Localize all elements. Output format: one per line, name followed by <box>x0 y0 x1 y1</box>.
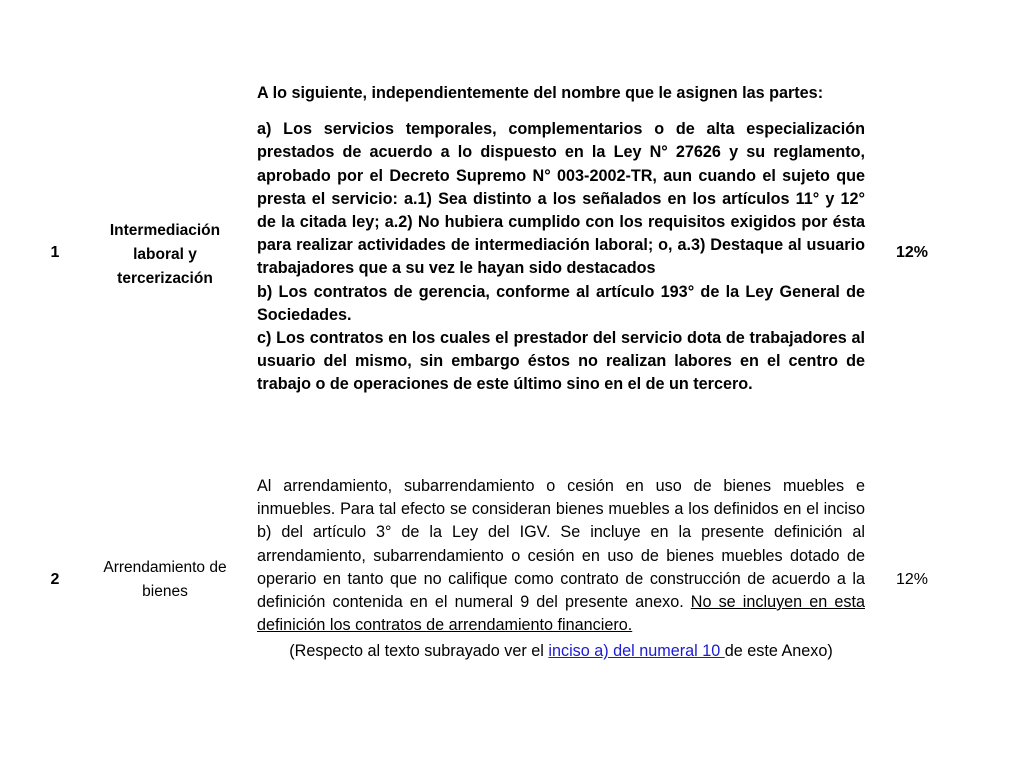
row-1-intro: A lo siguiente, independientemente del nombre que le asignen las partes: <box>257 84 824 102</box>
row-1-item-a: a) Los servicios temporales, complementarios o de alta especialización prestados de acuerdo a lo dispuesto en la Ley N° 27626 y su reglamento, aprobado por el Decreto Supremo N° 003-2002-TR, aun cuando el sujeto que presta el servicio: a.1) Sea distinto a los señalados en los artículos 11° y 12° de la citada ley; a.2) No hubiera cumplido con los requisitos exigidos por ésta para realizar actividades de intermediación laboral; o, a.3) Destaque al usuario trabajadores que a su vez le hayan sido destacados <box>257 120 865 278</box>
row-1-description <box>257 82 865 397</box>
note-link[interactable]: inciso a) del numeral 10 <box>548 642 725 660</box>
row-2-underlined-text: No se incluyen en esta definición los contratos de arrendamiento financiero. <box>257 593 865 635</box>
row-2-concept: Arrendamiento de bienes <box>103 559 227 600</box>
row-2-rate: 12% <box>895 571 929 588</box>
row-1-concept: Intermediación laboral y tercerización <box>109 222 221 287</box>
note-prefix: (Respecto al texto subrayado ver el <box>289 642 549 660</box>
note-suffix: de este Anexo) <box>724 642 833 660</box>
row-2-number: 2 <box>50 571 60 588</box>
row-1-item-c: c) Los contratos en los cuales el prestador del servicio dota de trabajadores al usuario del mismo, sin embargo éstos no realizan labores en el centro de trabajo o de operaciones de este último sino en el de un tercero. <box>257 329 865 394</box>
row-1-number: 1 <box>50 244 60 261</box>
row-2-note <box>257 640 865 663</box>
row-1-item-b: b) Los contratos de gerencia, conforme al artículo 193° de la Ley General de Sociedades. <box>257 282 865 324</box>
row-1-rate: 12% <box>895 244 929 261</box>
row-2-body: Al arrendamiento, subarrendamiento o cesión en uso de bienes muebles e inmuebles. Para tal efecto se consideran bienes muebles a los definidos en el inciso b) del artículo 3° de la Ley del IGV. Se incluye en la presente definición al arrendamiento, subarrendamiento o cesión en uso de bienes muebles dotado de operario en tanto que no califique como contrato de construcción de acuerdo a la definición contenida en el numeral 9 del presente anexo. <box>257 477 865 612</box>
row-2-description <box>257 475 865 637</box>
